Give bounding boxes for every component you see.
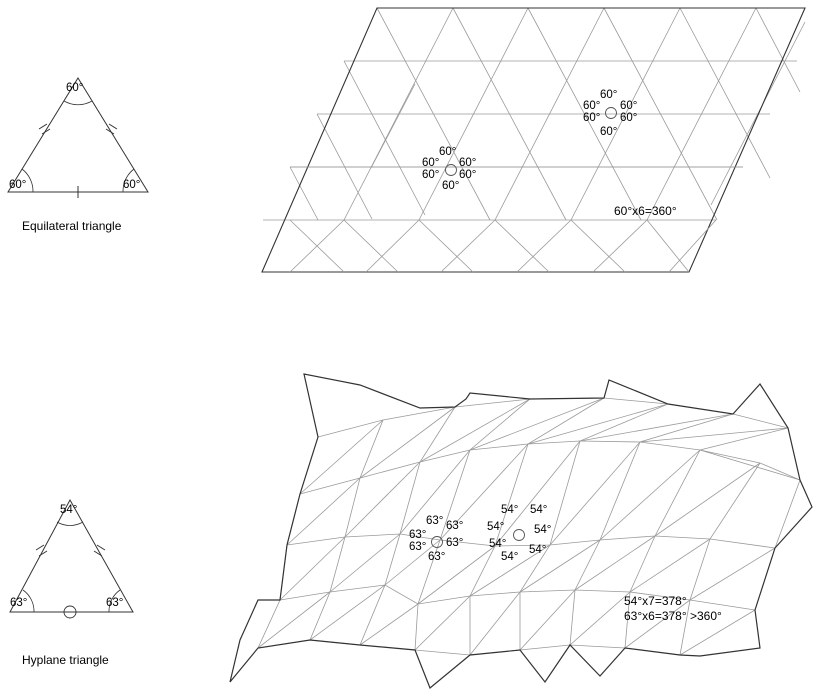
hyplane-angle-apex: 54°: [60, 504, 78, 516]
hyplane-angle-left: 63°: [10, 597, 28, 609]
hyplane-right-angle-6: 54°: [529, 544, 547, 556]
plane-center-angle-6: 60°: [422, 169, 440, 181]
hyplane-sum-note-2: 63°x6=378° >360°: [624, 609, 722, 623]
hyplane-left-angle-6: 63°: [409, 541, 427, 553]
hyplane-triangulation: [230, 374, 812, 688]
hyplane-right-angle-3: 54°: [487, 521, 505, 533]
plane-upper-angle-6: 60°: [583, 112, 601, 124]
hyplane-right-angle-4: 54°: [534, 524, 552, 536]
hyplane-left-angle-3: 63°: [446, 520, 464, 532]
plane-center-angle-2: 60°: [439, 146, 457, 158]
plane-upper-angle-2: 60°: [600, 89, 618, 101]
hyplane-left-angle-1: 63°: [409, 529, 427, 541]
hyplane-right-angle-1: 54°: [501, 504, 519, 516]
hyplane-right-angle-5: 54°: [489, 538, 507, 550]
equilateral-caption: Equilateral triangle: [22, 219, 122, 233]
equilateral-angle-apex: 60°: [66, 82, 84, 94]
hyplane-vertex-right-marker: [514, 530, 525, 541]
plane-center-angle-1: 60°: [422, 157, 440, 169]
hyplane-sum-note-1: 54°x7=378°: [624, 594, 687, 608]
plane-upper-angle-1: 60°: [583, 100, 601, 112]
plane-upper-angle-4: 60°: [620, 112, 638, 124]
plane-upper-angle-5: 60°: [600, 126, 618, 138]
hyplane-right-angle-2: 54°: [530, 504, 548, 516]
hyplane-angle-right: 63°: [106, 597, 124, 609]
equilateral-angle-left: 60°: [9, 179, 27, 191]
hyplane-left-angle-2: 63°: [426, 515, 444, 527]
plane-sum-note: 60°x6=360°: [614, 204, 677, 218]
hyplane-right-angle-7: 54°: [501, 551, 519, 563]
plane-vertex-center-marker: [446, 165, 457, 176]
hyplane-left-angle-4: 63°: [446, 537, 464, 549]
plane-center-angle-4: 60°: [459, 169, 477, 181]
hyplane-left-angle-5: 63°: [428, 551, 446, 563]
plane-upper-angle-3: 60°: [620, 100, 638, 112]
equilateral-angle-right: 60°: [123, 179, 141, 191]
plane-center-angle-5: 60°: [442, 180, 460, 192]
plane-triangulation: [262, 8, 805, 272]
plane-center-angle-3: 60°: [459, 157, 477, 169]
hyplane-caption: Hyplane triangle: [22, 653, 109, 667]
plane-vertex-upper-marker: [606, 108, 617, 119]
